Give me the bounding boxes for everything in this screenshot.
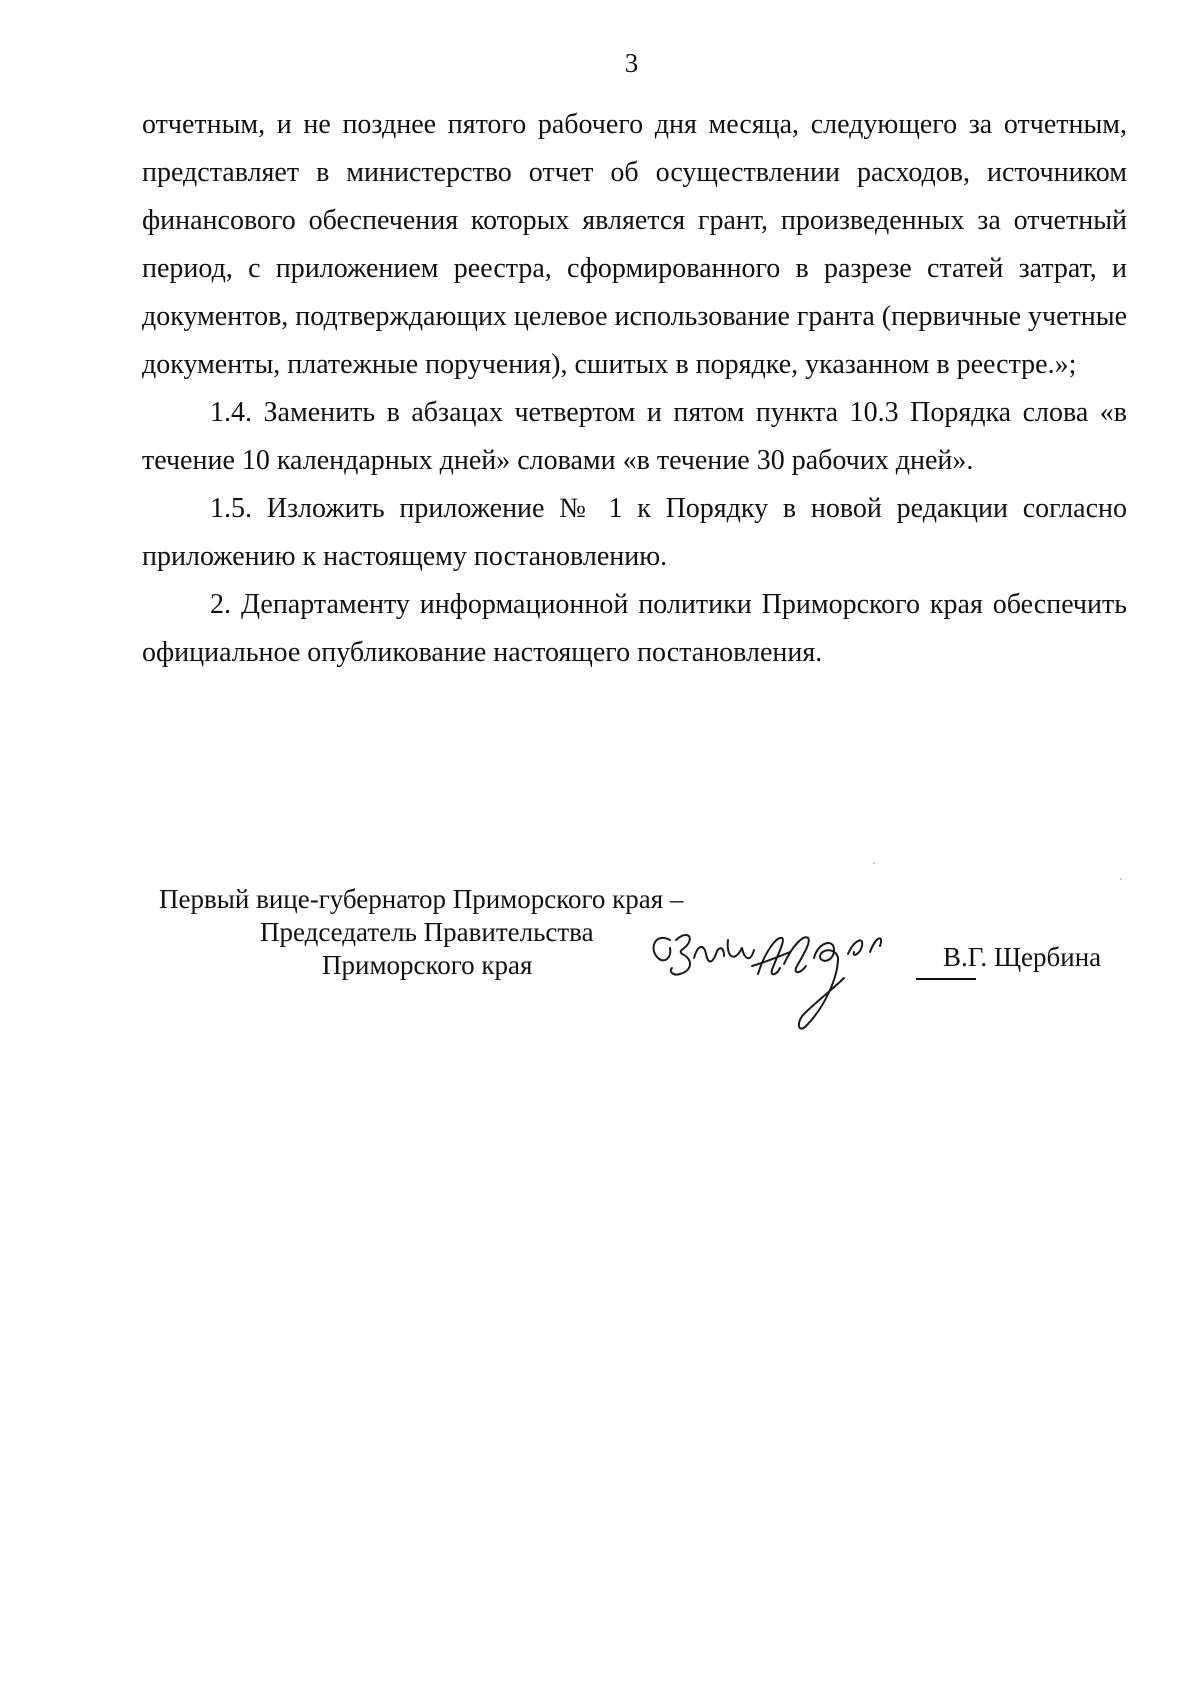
document-body	[142, 101, 1127, 677]
signatory-title-line-3: Приморского края	[322, 950, 533, 980]
paragraph-1-4: 1.4. Заменить в абзацах четвертом и пятом пункта 10.3 Порядка слова «в течение 10 календарных дней» словами «в течение 30 рабочих дней».	[142, 397, 1127, 476]
paragraph-2: 2. Департаменту информационной политики Приморского края обеспечить официальное опубликование настоящего постановления.	[142, 589, 1127, 668]
paragraph-1-5: 1.5. Изложить приложение № 1 к Порядку в новой редакции согласно приложению к настоящему постановлению.	[142, 493, 1127, 572]
signature-line	[916, 978, 976, 980]
paragraph-continuation: отчетным, и не позднее пятого рабочего дня месяца, следующего за отчетным, представляет в министерство отчет об осуществлении расходов, источником финансового обеспечения которых является грант, произведенных за отчетный период, с приложением реестра, сформированного в разрезе статей затрат, и документов, подтверждающих целевое использование гранта (первичные учетные документы, платежные поручения), сшитых в порядке, указанном в реестре.»;	[142, 109, 1128, 380]
signatory-title-line-1: Первый вице-губернатор Приморского края –	[159, 884, 684, 914]
page-number: 3	[624, 48, 639, 78]
signatory-title-line-2: Председатель Правительства	[260, 917, 594, 947]
signer-name: В.Г. Щербина	[943, 942, 1102, 972]
scan-speck	[873, 862, 875, 864]
handwritten-signature	[648, 918, 918, 1038]
scan-speck	[1120, 878, 1122, 880]
